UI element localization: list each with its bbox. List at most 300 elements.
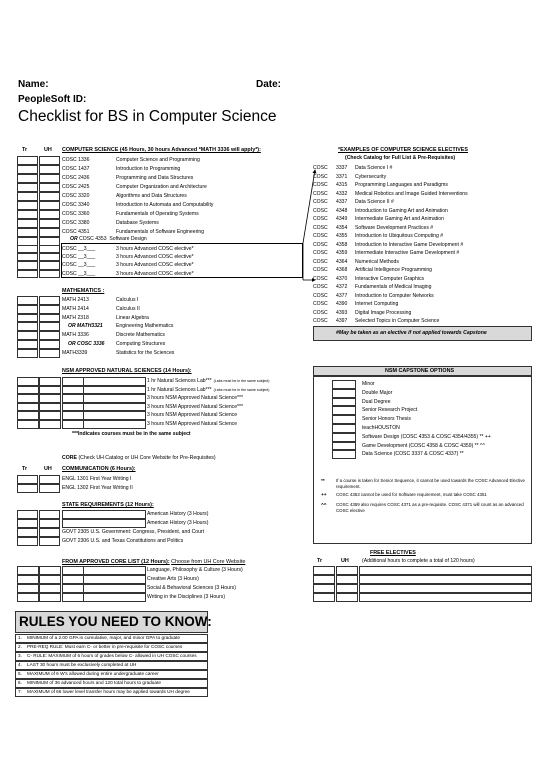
math-heading: MATHEMATICS : [62,288,105,294]
nsm-row-checkbox[interactable] [17,386,39,395]
rule-text: LAST 30 hours must be exclusively completed at UH [27,662,137,667]
course-number: 4372 [336,284,348,290]
dept: COSC [313,190,328,197]
core-row-checkbox[interactable] [39,593,61,602]
course-title: Programming Languages and Paradigms [355,182,448,188]
course-number: 4349 [336,216,348,222]
cs-row-checkbox[interactable] [39,201,60,210]
nsm-row-checkbox[interactable] [17,411,39,420]
table-row [147,420,237,428]
uh-col-header-2: UH [44,466,52,472]
uh-col-header: UH [44,147,52,153]
nsm-entry-box[interactable] [62,394,146,403]
table-row [62,261,194,269]
nsm-course: 3 hours NSM Approved Natural Science*** [147,403,243,410]
capstone-option: Software Design (COSC 4353 & COSC 4354/4355) ** ++ [362,433,491,440]
course-code: COSC 3340 [62,202,90,208]
state-course: American History (3 Hours) [147,520,209,526]
course-title: Introduction to Computer Networks [355,292,434,299]
core-row-checkbox[interactable] [17,566,39,575]
nsm-row-checkbox[interactable] [17,403,39,412]
core-row-checkbox[interactable] [39,575,61,584]
free-row-checkbox[interactable] [336,584,358,593]
core-row-checkbox[interactable] [39,584,61,593]
note-text: COSC 4359 also requires COSC 4371 as a pre-requisite. COSC 4371 will count as an advanced COSC elective [336,502,524,513]
course-name: Fundamentals of Operating Systems [116,211,199,217]
math-row-checkbox[interactable] [17,314,38,323]
course-number: 4337 [336,199,348,205]
table-row [313,241,463,249]
table-row [313,249,459,257]
course-name: Programming and Data Structures [116,175,194,181]
table-row [147,403,243,411]
course-name: Statistics for the Sciences [116,349,175,356]
state-entry-box[interactable] [62,519,146,528]
rule-text: MAXIMUM of 66 lower level transfer hours may be applied towards UH degree [27,689,190,694]
math-row-checkbox[interactable] [17,331,38,340]
core-row-checkbox[interactable] [17,593,39,602]
course-code: MATH 2318 [62,314,89,321]
cs-row-checkbox[interactable] [17,192,38,201]
nsm-row-checkbox[interactable] [17,377,39,386]
table-row [313,317,439,325]
course-code: COSC 3320 [62,193,90,199]
table-row [62,314,149,322]
cs-row-checkbox[interactable] [39,219,60,228]
free-entry-box[interactable] [359,593,532,602]
capstone-option: Senior Research Project [362,407,418,414]
table-row [313,283,431,291]
note-symbol: ++ [321,493,327,498]
course-number: 4332 [336,190,348,197]
state-row-checkbox[interactable] [17,510,38,519]
rule-number: 4. [18,662,22,667]
course-number: 4364 [336,258,348,265]
state-row-checkbox[interactable] [39,510,60,519]
table-row [313,258,399,266]
dept: COSC [313,233,328,239]
rule-text: MAXIMUM of 6 W's allowed during entire undergraduate career [27,671,159,676]
cs-row-checkbox[interactable] [39,192,60,201]
math-row-checkbox[interactable] [17,296,38,305]
rules-heading: RULES YOU NEED TO KNOW: [19,614,212,629]
course-name: Engineering Mathematics [116,323,174,330]
cs-row-checkbox[interactable] [17,183,38,192]
comm-row-checkbox[interactable] [17,484,38,493]
course-name: Introduction to Programming [116,166,181,172]
capstone-option: teachHOUSTON [362,425,400,431]
elective-row-checkbox[interactable] [39,261,60,269]
course-number: 4355 [336,233,348,239]
course-code: COSC __3___ [62,270,96,277]
table-row [62,331,165,339]
free-row-checkbox[interactable] [336,593,358,602]
elective-row-checkbox[interactable] [39,253,60,261]
course-number: 4370 [336,275,348,282]
state-row-checkbox[interactable] [17,537,38,546]
dept: COSC [313,250,328,256]
math-row-checkbox[interactable] [17,349,38,358]
course-name: 3 hours Advanced COSC elective* [116,262,194,269]
course-code: MATH3339 [62,349,88,356]
capstone-option: Double Major [362,389,393,396]
course-number: 4358 [336,241,348,248]
capstone-checkbox[interactable] [332,433,356,442]
course-title: Digital Image Processing [355,309,412,316]
capstone-checkbox[interactable] [332,380,356,389]
course-code: OR COSC 3336 [68,341,105,347]
course-title: Intermediate Interactive Game Development # [355,250,460,256]
cs-heading: COMPUTER SCIENCE (45 Hours, 30 hours Advanced *MATH 3336 will apply*): [62,147,261,153]
course-number: 4377 [336,292,348,299]
rule-number: 7. [18,689,22,694]
core-entry-box[interactable] [62,575,146,584]
table-row [313,164,392,172]
elective-row-checkbox[interactable] [17,270,38,278]
examples-subheading: (Check Catalog for Full List & Pre-Requisites) [345,155,456,161]
math-row-checkbox[interactable] [17,305,38,314]
state-course: American History (3 Hours) [147,511,209,517]
page-title: Checklist for BS in Computer Science [18,108,277,125]
course-title: Selected Topics in Computer Science [355,318,440,324]
core-row-checkbox[interactable] [17,575,39,584]
course-title: Interactive Computer Graphics [355,275,425,282]
table-row [313,275,424,283]
table-row [62,219,159,227]
free-row-checkbox[interactable] [313,575,335,584]
math-row-checkbox[interactable] [39,349,60,358]
elective-row-checkbox[interactable] [17,253,38,261]
free-entry-box[interactable] [359,584,532,593]
course-title: Data Science II # [355,199,394,205]
nsm-entry-box[interactable] [62,386,146,395]
free-tr: Tr [317,558,323,564]
core-course: Social & Behavioral Sciences (3 Hours) [147,585,236,591]
course-code: COSC __3___ [62,254,96,261]
cs-row-checkbox[interactable] [39,156,60,165]
course-code: MATH 2413 [62,297,89,303]
capstone-checkbox[interactable] [332,406,356,415]
course-name: Computer Science and Programming [116,157,200,163]
dept: COSC [313,199,328,205]
course-name: Linear Algebra [116,314,149,321]
course-title: Software Development Practices # [355,224,434,231]
course-number: 4348 [336,207,348,214]
table-row [62,183,207,191]
course-code: COSC __3___ [62,246,96,252]
rule-number: 6. [18,680,22,685]
tr-col-header-2: Tr [22,466,28,472]
core-entry-box[interactable] [62,584,146,593]
table-row [313,266,432,274]
cs-row-checkbox[interactable] [17,156,38,165]
dept: COSC [313,292,328,299]
course-name: Computing Structures [116,341,166,347]
state-row-checkbox[interactable] [17,528,38,537]
note-symbol: ** [321,479,325,484]
cs-row-checkbox[interactable] [17,174,38,183]
state-row-checkbox[interactable] [39,537,60,546]
free-uh: UH [341,558,349,564]
course-code: COSC 2436 [62,175,90,181]
dept: COSC [313,224,328,231]
math-row-checkbox[interactable] [39,340,60,349]
capstone-option: Game Development (COSC 4358 & COSC 4359) ** ^^ [362,442,485,449]
course-name: Calculus II [116,305,140,312]
table-row [313,215,444,223]
dept: COSC [313,301,328,307]
capstone-option: Dual Degree [362,398,391,405]
date-label: Date: [256,79,282,90]
course-name: Introduction to Automata and Computability [116,202,214,208]
cs-row-checkbox[interactable] [39,210,60,219]
dept: COSC [313,173,328,180]
nsm-row-checkbox[interactable] [39,386,61,395]
capstone-heading: NSM CAPSTONE OPTIONS [385,368,455,374]
nsm-entry-box[interactable] [62,420,146,429]
cs-row-checkbox[interactable] [17,228,38,237]
nsm-entry-box[interactable] [62,403,146,412]
course-number: 4390 [336,301,348,307]
cs-row-checkbox[interactable] [39,228,60,237]
core-row-checkbox[interactable] [39,566,61,575]
free-row-checkbox[interactable] [336,575,358,584]
rule-number: 2. [18,644,22,649]
course-code: MATH 2414 [62,305,89,312]
dept: COSC [313,275,328,282]
cs-row-checkbox[interactable] [39,183,60,192]
state-row-checkbox[interactable] [39,519,60,528]
capstone-checkbox[interactable] [332,389,356,398]
dept: COSC [313,284,328,290]
examples-note: #May be taken as an elective if not applied towards Capstone [336,330,487,336]
course-name: Algorithms and Data Structures [116,193,187,199]
cs-or-line: OR COSC 4353 Software Design [70,236,147,242]
core-course: Writing in the Disciplines (3 Hours) [147,594,226,600]
nsm-heading: NSM APPROVED NATURAL SCIENCES (14 Hours): [62,368,192,374]
course-code: COSC 1336 [62,157,90,163]
rule-text: C- RULE: MAXIMUM of 6 hours of grades below C- allowed in UH COSC courses [27,653,197,658]
elective-row-checkbox[interactable] [39,245,60,253]
state-course: GOVT 2306 U.S. and Texas Constitutions and Politics [62,538,184,544]
course-number: 4315 [336,182,348,188]
free-entry-box[interactable] [359,575,532,584]
elective-row-checkbox[interactable] [17,245,38,253]
course-title: Data Science I # [355,165,393,171]
course-title: Numerical Methods [355,258,399,265]
nsm-row-checkbox[interactable] [17,394,39,403]
table-row [62,156,200,164]
math-row-checkbox[interactable] [39,305,60,314]
examples-heading: *EXAMPLES OF COMPUTER SCIENCE ELECTIVES [338,147,468,153]
course-name: 3 hours Advanced COSC elective* [116,246,194,252]
capstone-checkbox[interactable] [332,450,356,459]
course-code: COSC 1437 [62,166,90,172]
table-row [147,394,243,402]
state-entry-box[interactable] [62,510,146,519]
core-list-head [62,559,245,565]
state-course: GOVT 2305 U.S. Government: Congress, President, and Court [62,529,205,535]
course-name: 3 hours Advanced COSC elective* [116,270,194,277]
rule-text: MINIMUM of 36 advanced hours and 120 total hours to graduate [27,680,161,685]
comm-row-checkbox[interactable] [39,475,60,484]
cs-row-checkbox[interactable] [17,165,38,174]
state-row-checkbox[interactable] [39,528,60,537]
course-code: COSC 3380 [62,220,90,226]
capstone-checkbox[interactable] [332,398,356,407]
math-row-checkbox[interactable] [39,322,60,331]
course-title: Cybersecurity [355,173,387,180]
nsm-row-checkbox[interactable] [39,411,61,420]
nsm-row-checkbox[interactable] [17,420,39,429]
capstone-option: Data Science (COSC 3337 & COSC 4337) ** [362,451,464,458]
nsm-course: 3 hours NSM Approved Natural Science*** [147,395,243,402]
dept: COSC [313,241,328,248]
comm-row-checkbox[interactable] [39,484,60,493]
free-heading: FREE ELECTIVES [370,550,416,556]
table-row [62,305,140,313]
cs-row-checkbox[interactable] [17,219,38,228]
nsm-row-checkbox[interactable] [39,377,61,386]
comm-heading: COMMUNICATION (6 Hours): [62,466,136,472]
table-row [313,292,434,300]
math-row-checkbox[interactable] [39,314,60,323]
comm-row-checkbox[interactable] [17,475,38,484]
nsm-course: 1 hr Natural Sciences Lab*** [147,378,212,384]
capstone-checkbox[interactable] [332,424,356,433]
table-row [62,296,138,304]
state-row-checkbox[interactable] [17,519,38,528]
table-row [313,232,443,240]
free-row-checkbox[interactable] [313,566,335,575]
free-row-checkbox[interactable] [313,584,335,593]
math-row-checkbox[interactable] [17,340,38,349]
nsm-row-checkbox[interactable] [39,403,61,412]
table-row [62,192,187,200]
course-name: Fundamentals of Software Engineering [116,229,205,235]
table-row [313,198,394,206]
core-course: Language, Philosophy & Culture (3 Hours) [147,567,243,573]
dept: COSC [313,216,328,222]
dept: COSC [313,165,328,171]
note-symbol: ^^ [321,503,327,508]
table-row [62,210,199,218]
course-number: 4397 [336,318,348,324]
course-title: Intermediate Gaming Art and Animation [355,216,444,222]
dept: COSC [313,258,328,265]
dept: COSC [313,318,328,324]
course-code: COSC 3360 [62,211,90,217]
core-list-link[interactable]: Choose from UH Core Website [171,559,246,565]
nsm-row-checkbox[interactable] [39,394,61,403]
course-code: COSC 4351 [62,229,90,235]
cs-row-checkbox[interactable] [39,174,60,183]
course-name: Database Systems [116,220,159,226]
nsm-course: 1 hr Natural Sciences Lab*** [147,386,212,393]
table-row [62,349,174,357]
core-course: Creative Arts (3 Hours) [147,576,199,582]
rule-number: 1. [18,635,22,640]
course-number: 4393 [336,309,348,316]
capstone-checkbox[interactable] [332,415,356,424]
math-row-checkbox[interactable] [17,322,38,331]
note-text: COSC 4353 cannot be used for Software requirement, must take COSC 4351 [336,492,487,497]
capstone-option: Senior Honors Thesis [362,416,411,423]
table-row [313,300,398,308]
cs-row-checkbox[interactable] [17,201,38,210]
course-number: 3371 [336,173,348,180]
name-label: Name: [18,79,49,90]
capstone-checkbox[interactable] [332,442,356,451]
table-row [313,207,448,215]
rule-number: 5. [18,671,22,676]
course-title: Internet Computing [355,301,399,307]
comm-course: ENGL 1301 First Year Writing I [62,476,132,482]
peoplesoft-label: PeopleSoft ID: [18,94,87,105]
core-entry-box[interactable] [62,566,146,575]
table-row [147,386,270,394]
table-row [62,253,194,261]
course-name: Discrete Mathematics [116,332,165,339]
cs-row-checkbox[interactable] [39,165,60,174]
course-name: Computer Organization and Architecture [116,184,207,190]
course-title: Introduction to Gaming Art and Animation [355,207,448,214]
course-code: OR MATH3321 [68,323,103,330]
comm-course: ENGL 1302 First Year Writing II [62,485,133,491]
table-row [313,309,411,317]
dept: COSC [313,267,328,273]
note-text: If a course is taken for Senior Sequence, it cannot be used towards the COSC Advanced Elective requirement. [336,478,525,489]
rule-number: 3. [18,653,22,658]
rule-text: MINIMUM of a 2.00 GPA in cumulative, major, and minor GPA to graduate [27,635,181,640]
course-title: Medical Robotics and Image Guided Interventions [355,190,468,197]
course-code: COSC __3___ [62,262,96,269]
math-row-checkbox[interactable] [39,331,60,340]
cs-row-checkbox[interactable] [17,210,38,219]
free-note: (Additional hours to complete a total of 120 hours) [362,558,475,564]
nsm-entry-box[interactable] [62,411,146,420]
nsm-course: 3 hours NSM Approved Natural Science [147,412,238,419]
table-row [62,340,165,348]
core-row-checkbox[interactable] [17,584,39,593]
free-row-checkbox[interactable] [336,566,358,575]
state-heading: STATE REQUIREMENTS (12 Hours): [62,502,154,508]
nsm-entry-box[interactable] [62,377,146,386]
table-row [62,174,193,182]
course-number: 4359 [336,250,348,256]
nsm-row-checkbox[interactable] [39,420,61,429]
core-entry-box[interactable] [62,593,146,602]
free-entry-box[interactable] [359,566,532,575]
course-name: Calculus I [116,297,139,303]
dept: COSC [313,309,328,316]
table-row [313,190,468,198]
math-row-checkbox[interactable] [39,296,60,305]
course-title: Fundamentals of Medical Imaging [355,284,432,290]
course-number: 3337 [336,165,348,171]
course-code: COSC 2425 [62,184,90,190]
table-row [62,270,194,278]
table-row [62,322,173,330]
nsm-note: (Labs must be in the same subject) [213,387,270,392]
core-label: CORE [62,455,77,461]
elective-row-checkbox[interactable] [39,270,60,278]
course-number: 4368 [336,267,348,273]
table-row [147,377,270,385]
elective-row-checkbox[interactable] [17,261,38,269]
table-row [62,245,194,253]
free-row-checkbox[interactable] [313,593,335,602]
